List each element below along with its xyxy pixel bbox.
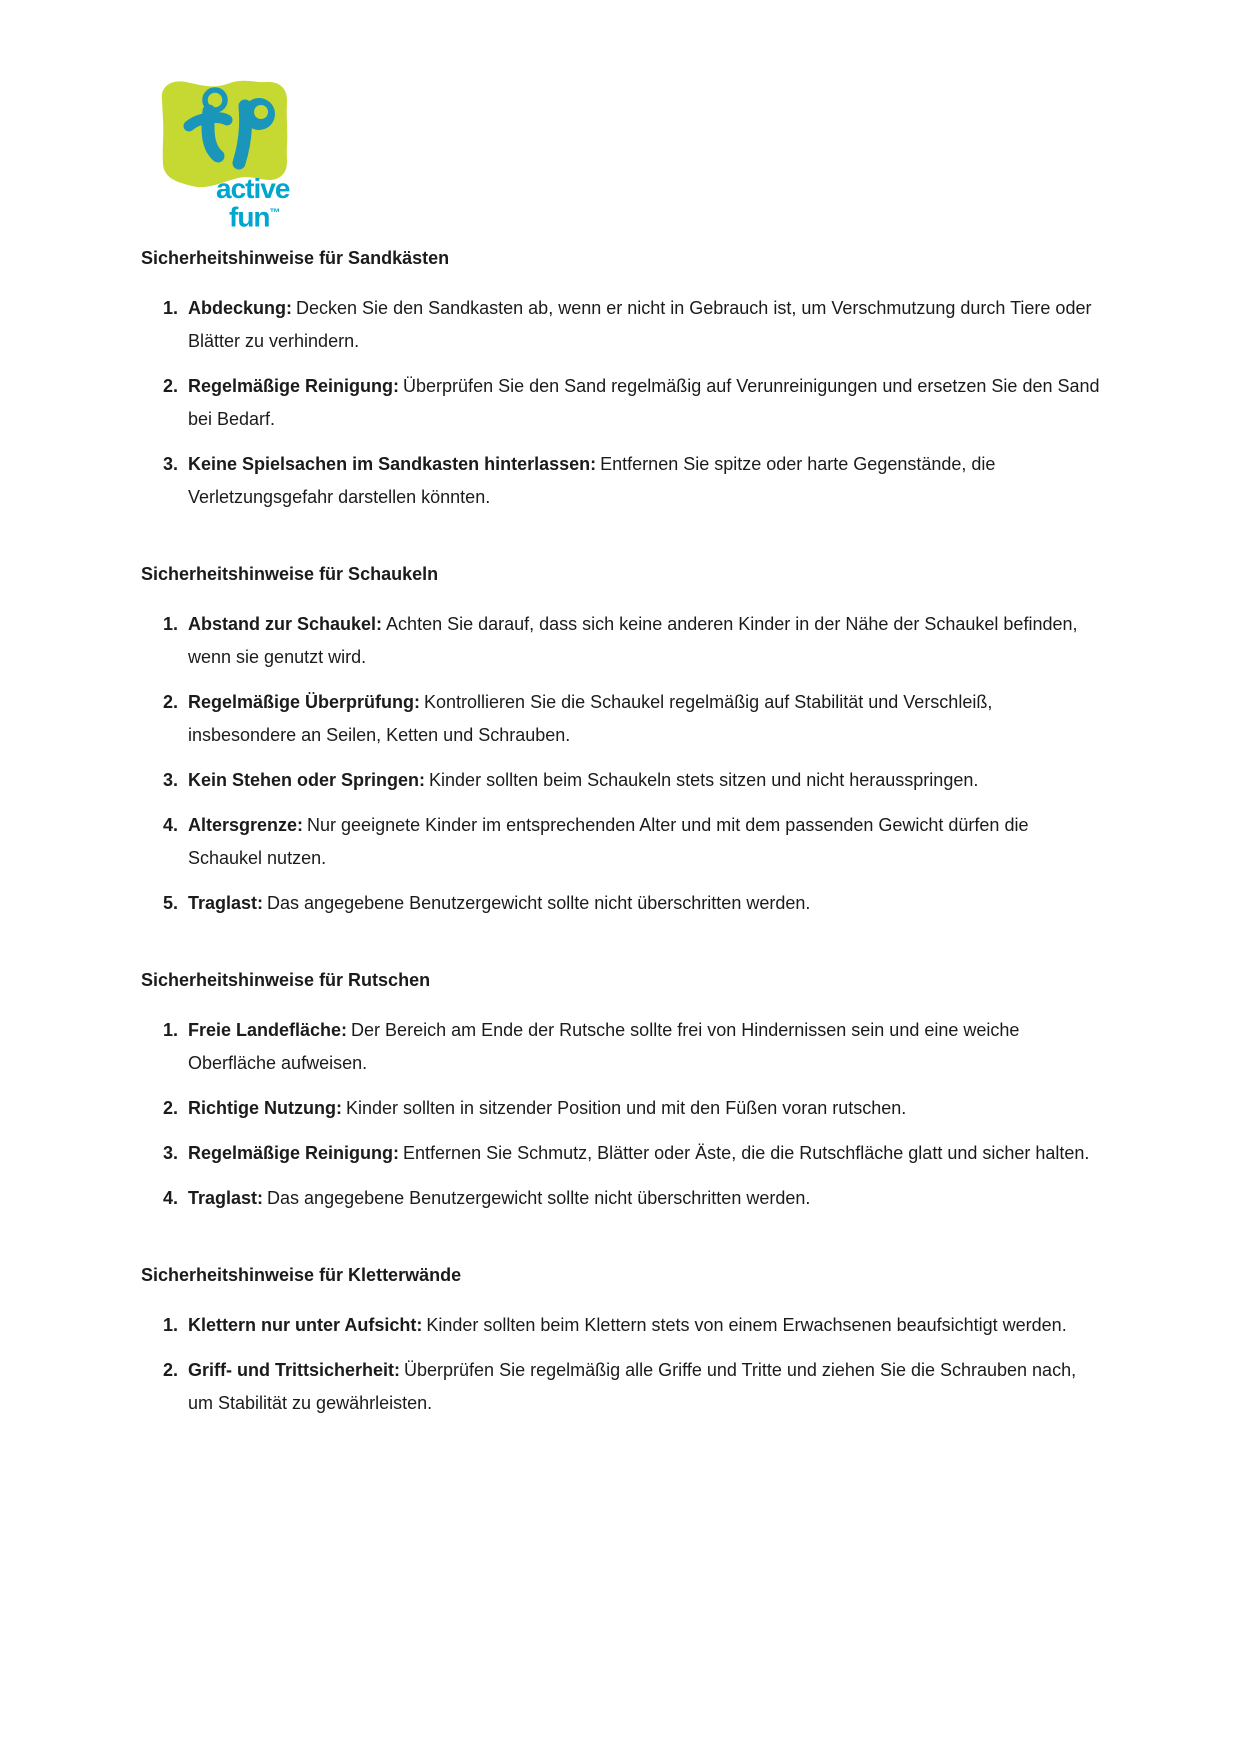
item-text: Entfernen Sie Schmutz, Blätter oder Äste, die die Rutschfläche glatt und sicher halten. [403, 1143, 1090, 1163]
list-item [163, 1309, 1100, 1342]
item-label: Regelmäßige Reinigung: [188, 1143, 400, 1163]
list-number: 3. [163, 770, 179, 790]
item-label: Keine Spielsachen im Sandkasten hinterlassen: [188, 454, 597, 474]
list-number: 2. [163, 692, 179, 712]
item-label: Regelmäßige Reinigung: [188, 376, 400, 396]
instruction-list [163, 292, 1110, 514]
item-text: Decken Sie den Sandkasten ab, wenn er nicht in Gebrauch ist, um Verschmutzung durch Tiere oder Blätter zu verhindern. [188, 298, 1092, 351]
item-text: Kinder sollten beim Schaukeln stets sitzen und nicht herausspringen. [429, 770, 979, 790]
section-kletterwaende [141, 1263, 1110, 1420]
item-text: Nur geeignete Kinder im entsprechenden Alter und mit dem passenden Gewicht dürfen die Schaukel nutzen. [188, 815, 1029, 868]
item-label: Freie Landefläche: [188, 1020, 348, 1040]
list-item [163, 887, 1100, 920]
item-text: Entfernen Sie spitze oder harte Gegenstände, die Verletzungsgefahr darstellen könnten. [188, 454, 996, 507]
section-sandkaesten [141, 246, 1110, 514]
list-number: 1. [163, 1315, 179, 1335]
tp-flag-icon [152, 73, 292, 189]
trademark-symbol: ™ [269, 207, 281, 219]
list-number: 1. [163, 614, 179, 634]
item-text: Kinder sollten in sitzender Position und mit den Füßen voran rutschen. [345, 1098, 907, 1118]
section-title: Sicherheitshinweise für Schaukeln [141, 564, 439, 584]
item-text: Kontrollieren Sie die Schaukel regelmäßig auf Stabilität und Verschleiß, insbesondere an Seilen, Ketten und Schrauben. [188, 692, 993, 745]
item-label: Griff- und Trittsicherheit: [188, 1360, 401, 1380]
logo-text-active: active [216, 173, 290, 204]
item-label: Abstand zur Schaukel: [188, 614, 383, 634]
tp-active-fun-logo [152, 73, 332, 233]
item-text: Das angegebene Benutzergewicht sollte nicht überschritten werden. [267, 893, 811, 913]
item-label: Altersgrenze: [188, 815, 304, 835]
item-text: Das angegebene Benutzergewicht sollte nicht überschritten werden. [267, 1188, 811, 1208]
item-label: Kein Stehen oder Springen: [188, 770, 426, 790]
item-text: Überprüfen Sie den Sand regelmäßig auf Verunreinigungen und ersetzen Sie den Sand bei Bedarf. [188, 376, 1100, 429]
list-item [163, 764, 1100, 797]
list-item [163, 1014, 1100, 1080]
section-rutschen [141, 968, 1110, 1215]
item-label: Richtige Nutzung: [188, 1098, 342, 1118]
list-item [163, 1092, 1100, 1125]
list-number: 4. [163, 815, 179, 835]
list-item [163, 1182, 1100, 1215]
list-number: 1. [163, 1020, 179, 1040]
list-item [163, 448, 1100, 514]
section-title: Sicherheitshinweise für Rutschen [141, 970, 431, 990]
instruction-list [163, 1309, 1110, 1420]
item-label: Regelmäßige Überprüfung: [188, 692, 421, 712]
list-number: 2. [163, 376, 179, 396]
list-item [163, 370, 1100, 436]
list-item [163, 292, 1100, 358]
item-label: Traglast: [188, 893, 264, 913]
list-number: 3. [163, 454, 179, 474]
list-number: 2. [163, 1360, 179, 1380]
item-text: Der Bereich am Ende der Rutsche sollte frei von Hindernissen sein und eine weiche Oberfläche aufweisen. [188, 1020, 1020, 1073]
section-title: Sicherheitshinweise für Kletterwände [141, 1265, 462, 1285]
list-number: 2. [163, 1098, 179, 1118]
list-number: 1. [163, 298, 179, 318]
item-text: Überprüfen Sie regelmäßig alle Griffe und Tritte und ziehen Sie die Schrauben nach, um Stabilität zu gewährleisten. [188, 1360, 1077, 1413]
item-text: Kinder sollten beim Klettern stets von einem Erwachsenen beaufsichtigt werden. [426, 1315, 1067, 1335]
logo-text-fun: fun™ [229, 201, 281, 233]
instruction-list [163, 1014, 1110, 1215]
item-label: Klettern nur unter Aufsicht: [188, 1315, 423, 1335]
list-item [163, 809, 1100, 875]
item-text: Achten Sie darauf, dass sich keine anderen Kinder in der Nähe der Schaukel befinden, wenn sie genutzt wird. [188, 614, 1078, 667]
list-item [163, 1354, 1100, 1420]
instruction-list [163, 608, 1110, 920]
item-label: Traglast: [188, 1188, 264, 1208]
list-item [163, 1137, 1100, 1170]
list-item [163, 608, 1100, 674]
item-label: Abdeckung: [188, 298, 293, 318]
section-schaukeln [141, 562, 1110, 920]
list-number: 4. [163, 1188, 179, 1208]
list-number: 3. [163, 1143, 179, 1163]
list-number: 5. [163, 893, 179, 913]
list-item [163, 686, 1100, 752]
section-title: Sicherheitshinweise für Sandkästen [141, 248, 450, 268]
